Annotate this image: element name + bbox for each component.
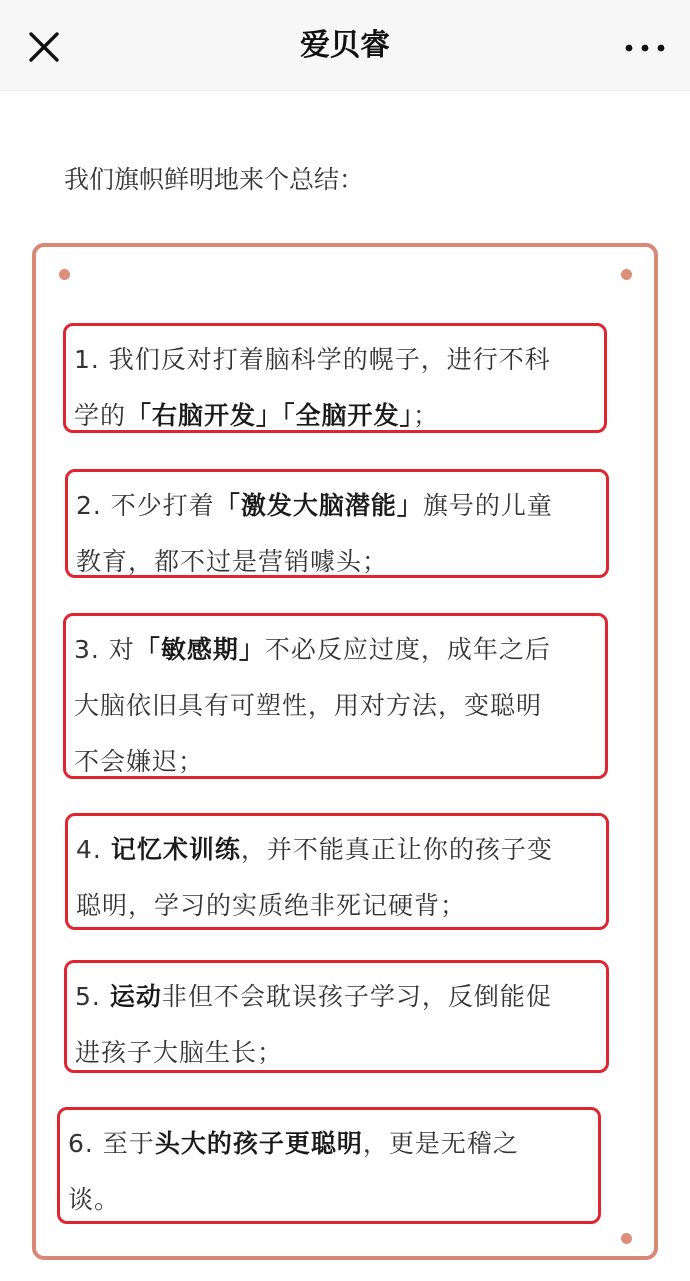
- item-5-line-1: [75, 969, 606, 1025]
- item-text: 1. 我们反对打着脑科学的幌子，进行不科: [74, 345, 551, 374]
- item-4-line-2: [76, 878, 606, 930]
- page-title: 爱贝睿: [300, 28, 390, 63]
- item-highlight: 「激发大脑潜能」: [214, 491, 423, 520]
- summary-item-2: [65, 469, 609, 578]
- item-3-line-2: [74, 678, 605, 734]
- summary-item-6: [57, 1107, 601, 1224]
- item-text: 6. 至于: [68, 1129, 155, 1158]
- item-highlight: 「敏感期」: [134, 635, 265, 664]
- item-text: 4.: [76, 835, 111, 864]
- item-4-line-1: [76, 822, 606, 878]
- item-text: 不会嫌迟；: [74, 747, 205, 776]
- item-text: 旗号的儿童: [422, 491, 553, 520]
- more-dots-icon: [620, 30, 670, 66]
- item-text: 5.: [75, 982, 110, 1011]
- item-3-line-1: [74, 622, 605, 678]
- corner-dot-top-left: [59, 269, 70, 280]
- item-highlight: 运动: [109, 982, 162, 1011]
- item-text: 不必反应过度，成年之后: [264, 635, 551, 664]
- item-text: 学的: [74, 401, 127, 430]
- corner-dot-top-right: [621, 269, 632, 280]
- item-text: ，并不能真正让你的孩子变: [240, 835, 553, 864]
- summary-item-1: [63, 323, 607, 433]
- item-1-line-2: [74, 388, 604, 433]
- item-text: 教育，都不过是营销噱头；: [76, 547, 389, 576]
- more-button[interactable]: [620, 30, 670, 66]
- item-highlight: 头大的孩子更聪明: [154, 1129, 363, 1158]
- item-text: 大脑依旧具有可塑性，用对方法，变聪明: [74, 691, 543, 720]
- item-text: 非但不会耽误孩子学习，反倒能促: [161, 982, 552, 1011]
- item-6-line-1: [68, 1116, 598, 1172]
- item-text: ；: [413, 401, 440, 430]
- item-1-line-1: [74, 332, 604, 388]
- corner-dot-bottom-right: [621, 1233, 632, 1244]
- item-text: 进孩子大脑生长；: [75, 1038, 284, 1067]
- summary-item-3: [63, 613, 608, 779]
- item-2-line-1: [76, 478, 606, 534]
- summary-item-4: [65, 813, 609, 930]
- item-text: 谈。: [68, 1185, 121, 1214]
- item-3-line-3: [74, 734, 605, 779]
- item-highlight: 记忆术训练: [110, 835, 241, 864]
- intro-text: 我们旗帜鲜明地来个总结：: [64, 165, 365, 194]
- item-text: ，更是无稽之: [362, 1129, 519, 1158]
- summary-item-5: [64, 960, 609, 1073]
- item-highlight: 「右脑开发」「全脑开发」: [126, 401, 414, 430]
- top-bar: [0, 0, 690, 91]
- item-5-line-2: [75, 1025, 606, 1073]
- item-6-line-2: [68, 1172, 598, 1224]
- item-text: 聪明，学习的实质绝非死记硬背；: [76, 891, 467, 920]
- item-text: 2. 不少打着: [76, 491, 215, 520]
- item-text: 3. 对: [74, 635, 135, 664]
- item-2-line-2: [76, 534, 606, 578]
